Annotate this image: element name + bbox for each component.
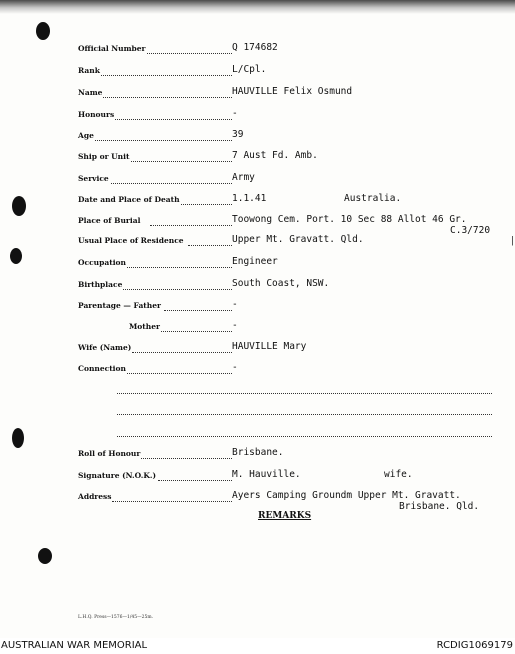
field-birthplace: Birthplace South Coast, NSW. <box>78 278 330 289</box>
field-ship-or-unit: Ship or Unit 7 Aust Fd. Amb. <box>78 150 318 161</box>
rank-value: L/Cpl. <box>232 64 267 75</box>
punch-hole-bottom <box>38 548 52 564</box>
father-value: - <box>232 299 238 310</box>
footer-institution: AUSTRALIAN WAR MEMORIAL <box>1 640 148 651</box>
field-usual-residence: Usual Place of Residence Upper Mt. Gravatt. Qld. <box>78 234 364 245</box>
service-value: Army <box>232 172 255 183</box>
signature-value: M. Hauville. <box>232 469 301 480</box>
official-number-value: Q 174682 <box>232 42 278 53</box>
birthplace-value: South Coast, NSW. <box>232 278 330 289</box>
connection-line-2 <box>117 413 492 415</box>
field-signature: Signature (N.O.K.) M. Hauville. wife. <box>78 469 413 480</box>
address-line-2: Brisbane. Qld. <box>399 501 480 512</box>
roll-of-honour-value: Brisbane. <box>232 447 284 458</box>
burial-value: Toowong Cem. Port. 10 Sec 88 Allot 46 Gr. <box>232 214 467 225</box>
connection-line-3 <box>117 435 492 437</box>
burial-grave-ref: C.3/720 <box>450 225 491 236</box>
field-roll-of-honour: Roll of Honour Brisbane. <box>78 447 284 458</box>
field-name: Name HAUVILLE Felix Osmund <box>78 86 353 97</box>
field-place-of-burial: Place of Burial Toowong Cem. Port. 10 Sec 88 Allot 46 Gr. C.3/720 <box>78 214 491 236</box>
edge-mark: | <box>510 236 514 246</box>
name-value: HAUVILLE Felix Osmund <box>232 86 353 97</box>
remarks-heading: REMARKS <box>258 511 312 521</box>
death-place-value: Australia. <box>344 193 402 204</box>
field-wife: Wife (Name) HAUVILLE Mary <box>78 341 307 352</box>
field-honours: Honours - <box>78 108 238 119</box>
honours-value: - <box>232 108 238 119</box>
field-service: Service Army <box>78 172 255 183</box>
occupation-value: Engineer <box>232 256 278 267</box>
field-date-place-death: Date and Place of Death 1.1.41 Australia. <box>78 193 402 204</box>
archive-footer <box>0 638 515 654</box>
scan-shadow <box>0 0 515 14</box>
printer-imprint: L.H.Q. Press—1576—1/45—25m. <box>78 615 154 620</box>
field-mother: Mother - <box>129 320 238 331</box>
wife-value: HAUVILLE Mary <box>232 341 307 352</box>
mother-value: - <box>232 320 238 331</box>
field-official-number: Official Number Q 174682 <box>78 42 278 53</box>
field-rank: Rank L/Cpl. <box>78 64 267 75</box>
age-value: 39 <box>232 129 244 140</box>
punch-hole-lower <box>12 428 24 448</box>
connection-line-1 <box>117 392 492 394</box>
field-connection: Connection - <box>78 362 238 373</box>
address-value: Ayers Camping Groundm Upper Mt. Gravatt. <box>232 490 461 501</box>
field-occupation: Occupation Engineer <box>78 256 278 267</box>
death-date-value: 1.1.41 <box>232 193 267 204</box>
connection-value: - <box>232 362 238 373</box>
footer-record-id: RCDIG1069179 <box>436 640 513 651</box>
residence-value: Upper Mt. Gravatt. Qld. <box>232 234 364 245</box>
field-age: Age 39 <box>78 129 244 140</box>
field-address: Address Ayers Camping Groundm Upper Mt. Gravatt. Brisbane. Qld. <box>78 490 480 512</box>
ship-or-unit-value: 7 Aust Fd. Amb. <box>232 150 318 161</box>
field-parentage-father: Parentage — Father - <box>78 299 238 310</box>
punch-hole-top <box>36 22 50 40</box>
signature-relation: wife. <box>384 469 413 480</box>
